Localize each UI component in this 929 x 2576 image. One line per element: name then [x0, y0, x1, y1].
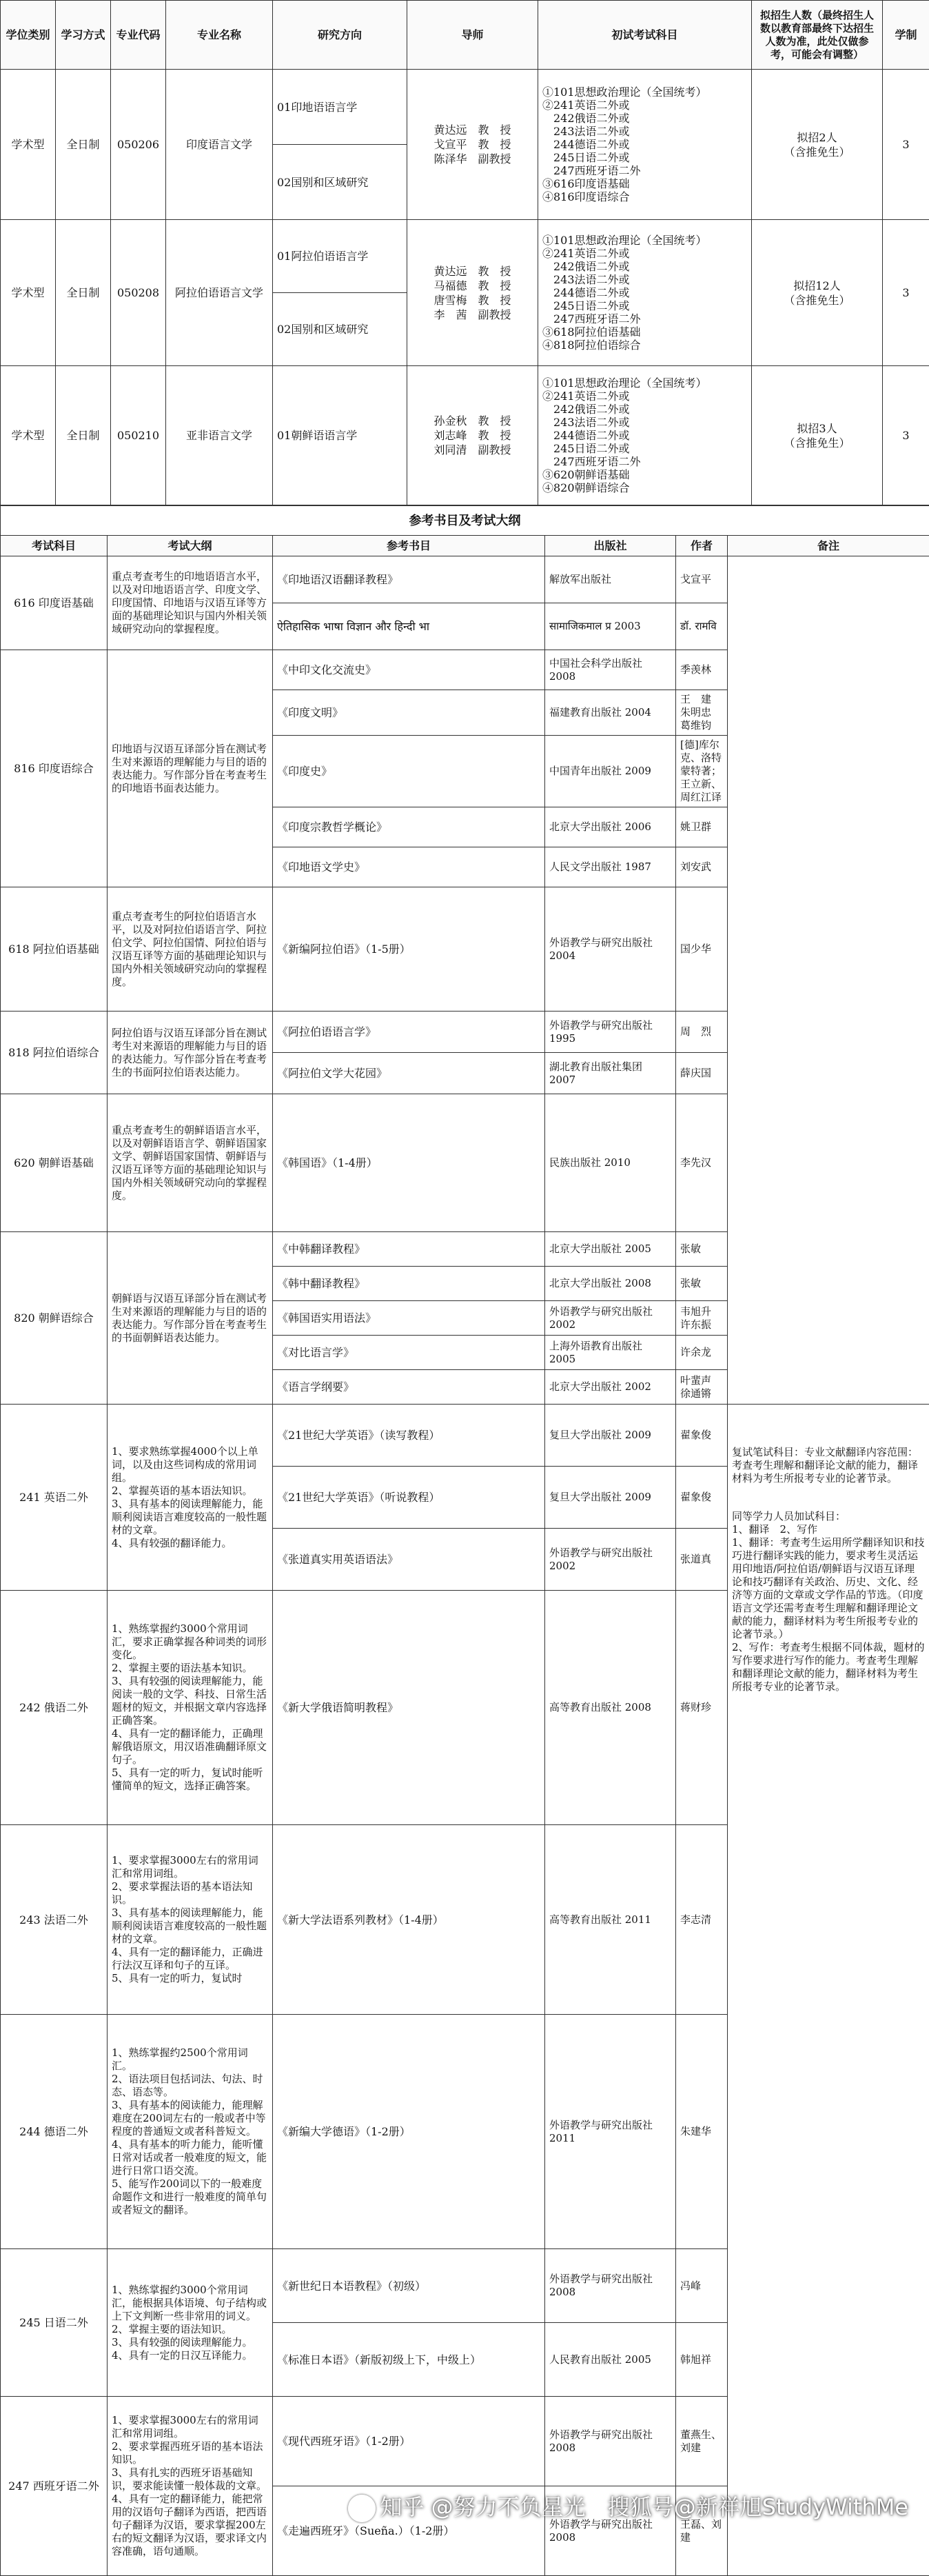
reference-author: 冯峰	[676, 2249, 728, 2323]
reference-book-title: 《韩国语》（1-4册）	[273, 1094, 545, 1232]
program-row	[1, 366, 929, 505]
program-row	[1, 70, 929, 145]
exam-subject: 244德语二外或	[542, 286, 747, 299]
quota-line: （含推免生）	[756, 293, 878, 308]
header-mode: 学习方式	[56, 1, 111, 70]
header-subjects: 初试考试科目	[538, 1, 752, 70]
reference-book-title: 《印度宗教哲学概论》	[273, 807, 545, 847]
reference-publisher: 湖北教育出版社集团 2007	[545, 1053, 676, 1094]
reference-title-row	[1, 506, 929, 536]
exam-subject-name: 247 西班牙语二外	[1, 2397, 108, 2576]
reference-author: 戈宣平	[676, 556, 728, 603]
quota-line: （含推免生）	[756, 436, 878, 450]
exam-subject-name: 244 德语二外	[1, 2015, 108, 2249]
advisor-cell	[407, 220, 538, 366]
reference-publisher: 民族出版社 2010	[545, 1094, 676, 1232]
exam-subject: ①101思想政治理论（全国统考）	[542, 234, 747, 247]
reference-book-title: 《印度文明》	[273, 690, 545, 736]
quota-line: （含推免生）	[756, 145, 878, 159]
research-direction-cell: 01朝鲜语语言学	[273, 366, 407, 505]
header-code: 专业代码	[111, 1, 166, 70]
reference-book-title: 《印度史》	[273, 736, 545, 807]
study-mode-cell: 全日制	[56, 220, 111, 366]
exam-subjects-cell	[538, 220, 752, 366]
quota-cell	[752, 70, 883, 220]
advisor-name: 唐雪梅 教 授	[411, 293, 533, 308]
study-mode-cell: 全日制	[56, 366, 111, 505]
reference-book-title: 《新编大学德语》（1-2册）	[273, 2015, 545, 2249]
exam-outline: 重点考查考生的阿拉伯语语言水平，以及对阿拉伯语语言学、阿拉伯文学、阿拉伯国情、阿拉伯语与汉语互译等方面的基础理论知识与国内外相关领域研究动向的掌握程度。	[108, 887, 273, 1012]
reference-publisher: 人民教育出版社 2005	[545, 2323, 676, 2397]
quota-cell	[752, 220, 883, 366]
exam-outline: 阿拉伯语与汉语互译部分旨在测试考生对来源语的理解能力与目的语的表达能力。写作部分旨在考查考生的书面阿拉伯语表达能力。	[108, 1012, 273, 1094]
reference-publisher: 中国青年出版社 2009	[545, 736, 676, 807]
major-name-cell: 印度语言文学	[166, 70, 273, 220]
reference-author: 国少华	[676, 887, 728, 1012]
exam-subject: ④818阿拉伯语综合	[542, 339, 747, 352]
research-direction-cell: 02国别和区域研究	[273, 293, 407, 366]
ref-header-outline: 考试大纲	[108, 536, 273, 556]
reference-author: 翟象俊	[676, 1467, 728, 1529]
header-degree: 学位类别	[1, 1, 56, 70]
ref-header-remark: 备注	[728, 536, 929, 556]
study-years-cell: 3	[883, 70, 929, 220]
admission-table	[0, 0, 929, 505]
remark-empty	[728, 556, 929, 1405]
reference-author: 王 建 朱明忠 葛维钧	[676, 690, 728, 736]
reference-book-title: 《21世纪大学英语》（听说教程）	[273, 1467, 545, 1529]
quota-line: 拟招2人	[756, 130, 878, 145]
reference-publisher: 北京大学出版社 2006	[545, 807, 676, 847]
exam-subject: 247西班牙语二外	[542, 164, 747, 177]
reference-publisher: 外语教学与研究出版社 2008	[545, 2397, 676, 2486]
reference-book-title: 《走遍西班牙》（Sueña.）（1-2册）	[273, 2486, 545, 2576]
exam-subject: 244德语二外或	[542, 138, 747, 151]
reference-book-title: 《新世纪日本语教程》（初级）	[273, 2249, 545, 2323]
ref-header-book: 参考书目	[273, 536, 545, 556]
advisor-name: 陈泽华 副教授	[411, 152, 533, 166]
header-years: 学制	[883, 1, 929, 70]
reference-row	[1, 556, 929, 603]
reference-publisher: 外语教学与研究出版社 2002	[545, 1529, 676, 1591]
reference-author: 董燕生、刘建	[676, 2397, 728, 2486]
reference-author: 周 烈	[676, 1012, 728, 1053]
advisor-name: 马福德 教 授	[411, 279, 533, 293]
exam-subject: 243法语二外或	[542, 416, 747, 429]
reference-book-title: 《韩中翻译教程》	[273, 1267, 545, 1301]
exam-subject: 243法语二外或	[542, 125, 747, 138]
major-code-cell: 050206	[111, 70, 166, 220]
reference-book-title: 《新大学俄语简明教程》	[273, 1591, 545, 1825]
remark-retest: 复试笔试科目：专业文献翻译内容范围：考查考生理解和翻译论文献的能力，翻译材料为考生所报考专业的论著节录。	[732, 1446, 925, 1485]
exam-subject-name: 243 法语二外	[1, 1825, 108, 2015]
reference-publisher: 上海外语教育出版社 2005	[545, 1336, 676, 1370]
exam-subject: 243法语二外或	[542, 273, 747, 286]
remark-cell	[728, 1405, 929, 2576]
reference-publisher: 人民文学出版社 1987	[545, 847, 676, 887]
reference-book-title: 《阿拉伯文学大花园》	[273, 1053, 545, 1094]
exam-outline: 1、熟练掌握约2500个常用词汇。 2、语法项目包括词法、句法、时态、语态等。 3、具有基本的阅读能力，能理解难度在200词左右的一般或者中等程度的普通短文或者科普短文。 4、具有基本的听力能力，能听懂日常对话或者一般难度的短文，能进行日常口语交流。 5、能写作200词以下的一般难度命题作文和进行一般难度的简单句或者短文的翻译。	[108, 2015, 273, 2249]
exam-subject-name: 616 印度语基础	[1, 556, 108, 650]
exam-subject: 247西班牙语二外	[542, 312, 747, 325]
program-row	[1, 220, 929, 293]
reference-book-title: 《中印文化交流史》	[273, 650, 545, 690]
reference-book-title: 《新编阿拉伯语》（1-5册）	[273, 887, 545, 1012]
exam-subject: ②241英语二外或	[542, 390, 747, 403]
ref-header-publisher: 出版社	[545, 536, 676, 556]
degree-cell: 学术型	[1, 220, 56, 366]
watermark-text: 知乎 @努力不负星光 搜狐号@新祥旭StudyWithMe	[380, 2494, 908, 2520]
reference-publisher: 外语教学与研究出版社 2011	[545, 2015, 676, 2249]
reference-author: डॉ. रामवि	[676, 603, 728, 650]
exam-subject: 242俄语二外或	[542, 403, 747, 416]
reference-publisher: 复旦大学出版社 2009	[545, 1405, 676, 1467]
exam-outline: 朝鲜语与汉语互译部分旨在测试考生对来源语的理解能力与目的语的表达能力。写作部分旨在考查考生的书面朝鲜语表达能力。	[108, 1232, 273, 1405]
reference-author: 张道真	[676, 1529, 728, 1591]
major-name-cell: 亚非语言文学	[166, 366, 273, 505]
exam-outline: 重点考查考生的朝鲜语语言水平，以及对朝鲜语语言学、朝鲜语国家文学、朝鲜语国家国情、朝鲜语与汉语互译等方面的基础理论知识与国内外相关领域研究动向的掌握程度。	[108, 1094, 273, 1232]
reference-author: 蒋财珍	[676, 1591, 728, 1825]
reference-author: 韩旭祥	[676, 2323, 728, 2397]
exam-subject: 245日语二外或	[542, 442, 747, 455]
exam-subject: ③616印度语基础	[542, 177, 747, 190]
research-direction-cell: 01阿拉伯语语言学	[273, 220, 407, 293]
reference-publisher: 高等教育出版社 2008	[545, 1591, 676, 1825]
exam-subjects-cell	[538, 70, 752, 220]
exam-outline: 印地语与汉语互译部分旨在测试考生对来源语的理解能力与目的语的表达能力。写作部分旨在考查考生的印地语书面表达能力。	[108, 650, 273, 887]
quota-line: 拟招3人	[756, 421, 878, 436]
exam-subject-name: 820 朝鲜语综合	[1, 1232, 108, 1405]
exam-subject-name: 242 俄语二外	[1, 1591, 108, 1825]
reference-book-title: 《现代西班牙语》（1-2册）	[273, 2397, 545, 2486]
reference-publisher: 外语教学与研究出版社 2008	[545, 2486, 676, 2576]
watermark	[348, 2490, 908, 2522]
advisor-name: 戈宣平 教 授	[411, 137, 533, 152]
reference-author: 张敏	[676, 1267, 728, 1301]
reference-book-title: 《阿拉伯语语言学》	[273, 1012, 545, 1053]
reference-table	[0, 505, 929, 2576]
reference-publisher: 复旦大学出版社 2009	[545, 1467, 676, 1529]
reference-title: 参考书目及考试大纲	[1, 506, 929, 536]
exam-subject-name: 618 阿拉伯语基础	[1, 887, 108, 1012]
advisor-name: 刘同清 副教授	[411, 443, 533, 457]
reference-publisher: 中国社会科学出版社 2008	[545, 650, 676, 690]
exam-subject: 245日语二外或	[542, 151, 747, 164]
exam-subject-name: 620 朝鲜语基础	[1, 1094, 108, 1232]
reference-book-title: 《对比语言学》	[273, 1336, 545, 1370]
exam-subject-name: 245 日语二外	[1, 2249, 108, 2397]
reference-publisher: 北京大学出版社 2008	[545, 1267, 676, 1301]
reference-author: 姚卫群	[676, 807, 728, 847]
study-years-cell: 3	[883, 220, 929, 366]
reference-author: 翟象俊	[676, 1405, 728, 1467]
reference-publisher: 北京大学出版社 2002	[545, 1370, 676, 1405]
reference-author: 薛庆国	[676, 1053, 728, 1094]
reference-publisher: 外语教学与研究出版社 2004	[545, 887, 676, 1012]
ref-header-author: 作者	[676, 536, 728, 556]
header-quota: 拟招生人数（最终招生人数以教育部最终下达招生人数为准，此处仅做参考，可能会有调整）	[752, 1, 883, 70]
exam-subject: ④816印度语综合	[542, 190, 747, 203]
header-major: 专业名称	[166, 1, 273, 70]
major-name-cell: 阿拉伯语语言文学	[166, 220, 273, 366]
advisor-cell	[407, 70, 538, 220]
exam-outline: 1、熟练掌握约3000个常用词汇，能根据具体语境、句子结构或上下文判断一些非常用的词义。 2、掌握主要的语法知识。 3、具有较强的阅读理解能力。 4、具有一定的日汉互译能力。	[108, 2249, 273, 2397]
exam-subject: ②241英语二外或	[542, 247, 747, 260]
major-code-cell: 050210	[111, 366, 166, 505]
reference-book-title: 《印地语汉语翻译教程》	[273, 556, 545, 603]
exam-subject: ③620朝鲜语基础	[542, 468, 747, 481]
reference-book-title: 《21世纪大学英语》（读写教程）	[273, 1405, 545, 1467]
exam-subject: ④820朝鲜语综合	[542, 481, 747, 494]
reference-author: [德]库尔克、洛特蒙特著；王立新、周红江译	[676, 736, 728, 807]
reference-author: 季羡林	[676, 650, 728, 690]
reference-book-title: 《标准日本语》（新版初级上下，中级上）	[273, 2323, 545, 2397]
reference-publisher: 外语教学与研究出版社 2002	[545, 1301, 676, 1336]
reference-author: 王磊、刘建	[676, 2486, 728, 2576]
reference-book-title: 《张道真实用英语语法》	[273, 1529, 545, 1591]
quota-line: 拟招12人	[756, 279, 878, 293]
degree-cell: 学术型	[1, 366, 56, 505]
reference-author: 许余龙	[676, 1336, 728, 1370]
exam-subject-name: 816 印度语综合	[1, 650, 108, 887]
exam-subject: ③618阿拉伯语基础	[542, 325, 747, 339]
exam-subject: 247西班牙语二外	[542, 455, 747, 468]
exam-outline: 1、要求掌握3000左右的常用词汇和常用词组。 2、要求掌握法语的基本语法知识。 3、具有基本的阅读理解能力，能顺利阅读语言难度较高的一般性题材的文章。 4、具有一定的翻译能力，正确进行法汉互译和句子的互译。 5、具有一定的听力，复试时	[108, 1825, 273, 2015]
reference-publisher: 外语教学与研究出版社 2008	[545, 2249, 676, 2323]
reference-author: 李志清	[676, 1825, 728, 2015]
reference-publisher: 福建教育出版社 2004	[545, 690, 676, 736]
exam-subject: 242俄语二外或	[542, 260, 747, 273]
advisor-name: 黄达远 教 授	[411, 123, 533, 137]
research-direction-cell: 02国别和区域研究	[273, 145, 407, 220]
reference-publisher: सामाजिकमाल प्र 2003	[545, 603, 676, 650]
reference-book-title: 《新大学法语系列教材》（1-4册）	[273, 1825, 545, 2015]
advisor-cell	[407, 366, 538, 505]
reference-row	[1, 1405, 929, 1467]
study-mode-cell: 全日制	[56, 70, 111, 220]
reference-book-title: 《中韩翻译教程》	[273, 1232, 545, 1267]
reference-publisher: 外语教学与研究出版社 1995	[545, 1012, 676, 1053]
exam-subjects-cell	[538, 366, 752, 505]
exam-subject: 244德语二外或	[542, 429, 747, 442]
advisor-name: 黄达远 教 授	[411, 264, 533, 279]
exam-subject-name: 241 英语二外	[1, 1405, 108, 1591]
advisor-name: 孙金秋 教 授	[411, 414, 533, 428]
exam-subject: ②241英语二外或	[542, 99, 747, 112]
reference-author: 朱建华	[676, 2015, 728, 2249]
reference-book-title: 《印地语文学史》	[273, 847, 545, 887]
reference-book-title: ऐतिहासिक भाषा विज्ञान और हिन्दी भा	[273, 603, 545, 650]
exam-outline: 1、要求掌握3000左右的常用词汇和常用词组。 2、要求掌握西班牙语的基本语法知识。 3、具有扎实的西班牙语基础知识，要求能读懂一般体裁的文章。 4、具有一定的翻译能力，能把常用的汉语句子翻译为西语，把西语句子翻译为汉语，要求掌握200左右的短文翻译为汉语，要求译文内容准确，语句通顺。	[108, 2397, 273, 2576]
exam-subject: ①101思想政治理论（全国统考）	[542, 376, 747, 390]
exam-subject: ①101思想政治理论（全国统考）	[542, 85, 747, 99]
reference-author: 李先汉	[676, 1094, 728, 1232]
exam-subject-name: 818 阿拉伯语综合	[1, 1012, 108, 1094]
reference-author: 张敏	[676, 1232, 728, 1267]
quota-cell	[752, 366, 883, 505]
reference-author: 叶蜚声 徐通锵	[676, 1370, 728, 1405]
degree-cell: 学术型	[1, 70, 56, 220]
reference-publisher: 解放军出版社	[545, 556, 676, 603]
exam-outline: 1、熟练掌握约3000个常用词汇，要求正确掌握各种词类的词形变化。 2、掌握主要的语法基本知识。 3、具有较强的阅读理解能力，能阅读一般的文学、科技、日常生活题材的短文，并根据文章内容选择正确答案。 4、具有一定的翻译能力，正确理解俄语原文，用汉语准确翻译原文句子。 5、具有一定的听力，复试时能听懂简单的短文，选择正确答案。	[108, 1591, 273, 1825]
header-advisor: 导师	[407, 1, 538, 70]
admission-header-row	[1, 1, 929, 70]
ref-header-subject: 考试科目	[1, 536, 108, 556]
reference-book-title: 《韩国语实用语法》	[273, 1301, 545, 1336]
exam-subject: 245日语二外或	[542, 299, 747, 312]
header-direction: 研究方向	[273, 1, 407, 70]
reference-publisher: 北京大学出版社 2005	[545, 1232, 676, 1267]
remark-extra-exam: 同等学力人员加试科目： 1、翻译 2、写作 1、翻译：考查考生运用所学翻译知识和技巧进行翻译实践的能力，要求考生灵活运用印地语/阿拉伯语/朝鲜语与汉语互译理论和技巧翻译有关政治、历史、文化、经济等方面的文章或文学作品的节选。（印度语言文学还需考查考生理解和翻译理论文献的能力，翻译材料为考生所报考专业的论著节录。） 2、写作：考查考生根据不同体裁，题材的写作要求进行写作的能力。考查考生理解和翻译理论文献的能力，翻译材料为考生所报考专业的论著节录。	[732, 1510, 925, 1693]
exam-outline: 重点考查考生的印地语语言水平，以及对印地语语言学、印度文学、印度国情、印地语与汉语互译等方面的基础理论知识与国内外相关领域研究动向的掌握程度。	[108, 556, 273, 650]
reference-publisher: 高等教育出版社 2011	[545, 1825, 676, 2015]
watermark-logo-icon	[348, 2495, 376, 2522]
reference-author: 韦旭升 许东振	[676, 1301, 728, 1336]
study-years-cell: 3	[883, 366, 929, 505]
major-code-cell: 050208	[111, 220, 166, 366]
advisor-name: 刘志峰 教 授	[411, 428, 533, 443]
advisor-name: 李 茜 副教授	[411, 308, 533, 322]
exam-subject: 242俄语二外或	[542, 112, 747, 125]
exam-outline: 1、要求熟练掌握4000个以上单词，以及由这些词构成的常用词组。 2、掌握英语的基本语法知识。 3、具有基本的阅读理解能力，能顺利阅读语言难度较高的一般性题材的文章。 4、具有较强的翻译能力。	[108, 1405, 273, 1591]
reference-author: 刘安武	[676, 847, 728, 887]
reference-header-row	[1, 536, 929, 556]
reference-book-title: 《语言学纲要》	[273, 1370, 545, 1405]
research-direction-cell: 01印地语语言学	[273, 70, 407, 145]
